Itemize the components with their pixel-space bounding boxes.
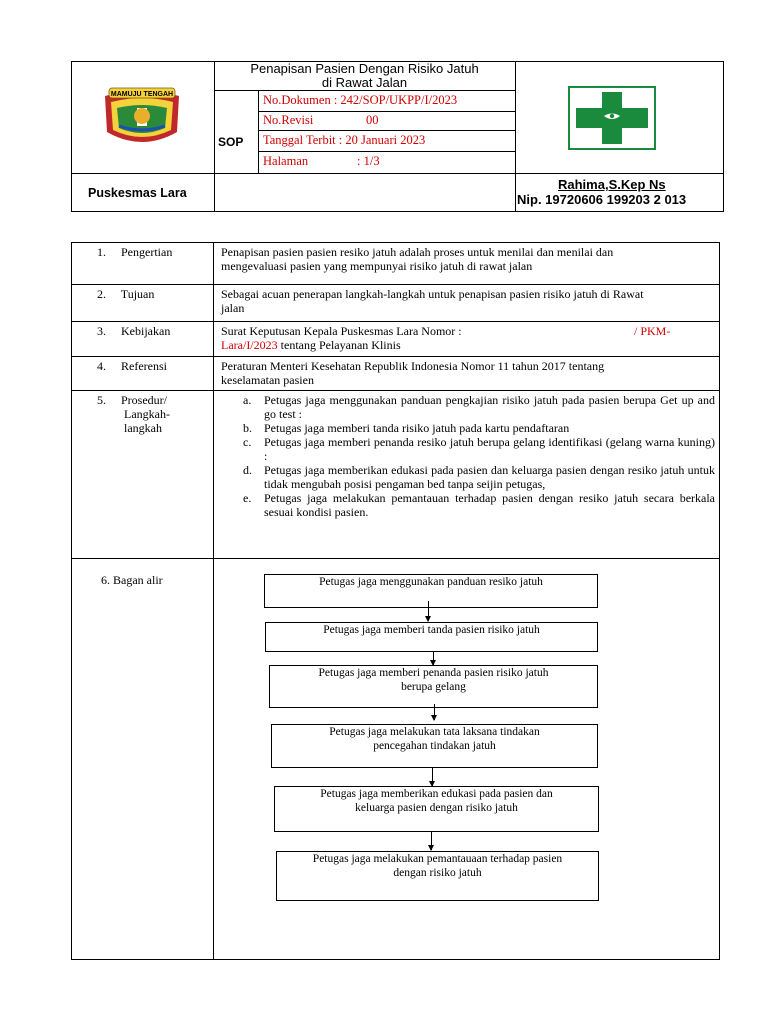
label-bagan-alir: 6. Bagan alir — [101, 573, 163, 587]
procedure-steps — [221, 393, 715, 519]
page-label: Halaman — [263, 154, 309, 168]
logo-text: MAMUJU TENGAH — [110, 91, 174, 98]
text-line: Penapisan pasien pasien resiko jatuh adalah proses untuk menilai dan menilai dan — [221, 245, 614, 259]
text-pengertian — [221, 245, 613, 273]
procedure-step — [221, 435, 715, 463]
flow-text: Petugas jaga memberi tanda pasien risiko jatuh — [323, 624, 540, 636]
flow-step-3 — [269, 665, 598, 708]
step-text: Petugas jaga memberikan edukasi pada pasien dan keluarga pasien dengan resiko jatuh untuk tidak mengubah posisi pengaman bed tanpa seijin petugas, — [264, 463, 715, 491]
institution-name: Puskesmas Lara — [88, 186, 187, 200]
flow-step-2 — [265, 622, 598, 652]
title-line-1: Penapisan Pasien Dengan Risiko Jatuh — [250, 61, 479, 76]
text-referensi — [221, 359, 604, 387]
flow-text: keluarga pasien dengan risiko jatuh — [355, 802, 518, 814]
procedure-step — [221, 463, 715, 491]
label-prosedur: 5. Prosedur/ — [97, 393, 167, 407]
step-text: Petugas jaga menggunakan panduan pengkajian risiko jatuh pada pasien berupa Get up and go test : — [264, 393, 715, 421]
step-text: Petugas jaga memberi tanda risiko jatuh pada kartu pendaftaran — [264, 421, 570, 435]
flow-text: berupa gelang — [401, 681, 466, 693]
flow-text: dengan risiko jatuh — [393, 867, 482, 879]
health-cross-logo — [568, 86, 656, 150]
text-kebijakan-number-cont: Lara/I/2023 — [221, 338, 278, 352]
label-prosedur-3: langkah — [124, 421, 162, 435]
text-line: mengevaluasi pasien yang mempunyai risiko jatuh di rawat jalan — [221, 259, 533, 273]
step-marker: c. — [243, 435, 252, 449]
step-marker: e. — [243, 491, 252, 505]
flow-step-1 — [264, 574, 598, 608]
page-title — [214, 62, 515, 90]
flow-step-6 — [276, 851, 599, 901]
text-line: jalan — [221, 301, 245, 315]
step-text: Petugas jaga memberi penanda resiko jatuh berupa gelang identifikasi (gelang warna kuning) : — [264, 435, 715, 463]
text-kebijakan-line2 — [221, 338, 401, 352]
flow-arrow — [434, 704, 435, 720]
flow-step-4 — [271, 724, 598, 768]
step-marker: d. — [243, 463, 252, 477]
flow-arrow — [428, 601, 429, 621]
title-line-2: di Rawat Jalan — [321, 75, 408, 90]
signer-nip: Nip. 19720606 199203 2 013 — [517, 192, 687, 207]
text-kebijakan-number: / PKM- — [634, 324, 671, 338]
flow-step-5 — [274, 786, 599, 832]
flow-text: Petugas jaga memberi penanda pasien risiko jatuh — [318, 667, 549, 679]
flow-arrow — [432, 768, 433, 786]
signer-name: Rahima,S.Kep Ns — [558, 177, 666, 192]
revision-value: 00 — [366, 113, 379, 127]
label-kebijakan: 3. Kebijakan — [97, 324, 171, 338]
text-kebijakan-a: Surat Keputusan Kepala Puskesmas Lara Nomor : — [221, 324, 462, 338]
issue-date: Tanggal Terbit : 20 Januari 2023 — [263, 133, 426, 147]
text-line: Sebagai acuan penerapan langkah-langkah untuk penapisan pasien risiko jatuh di Rawat — [221, 287, 644, 301]
flow-text: Petugas jaga melakukan pemantauaan terhadap pasien — [312, 853, 563, 865]
procedure-step — [221, 421, 715, 435]
label-pengertian: 1. Pengertian — [97, 245, 173, 259]
regency-logo — [97, 86, 187, 150]
flow-text: Petugas jaga melakukan tata laksana tindakan — [329, 726, 540, 738]
flow-text: Petugas jaga menggunakan panduan resiko jatuh — [319, 576, 543, 588]
revision-label: No.Revisi — [263, 113, 314, 127]
text-line: Peraturan Menteri Kesehatan Republik Indonesia Nomor 11 tahun 2017 tentang — [221, 359, 605, 373]
flow-text: Petugas jaga memberikan edukasi pada pasien dan — [320, 788, 553, 800]
page-number: : 1/3 — [357, 154, 380, 168]
label-prosedur-2: Langkah- — [124, 407, 170, 421]
procedure-step — [221, 491, 715, 519]
label-tujuan: 2. Tujuan — [97, 287, 155, 301]
label-referensi: 4. Referensi — [97, 359, 167, 373]
flow-arrow — [433, 652, 434, 665]
document-number: No.Dokumen : 242/SOP/UKPP/I/2023 — [263, 93, 458, 107]
step-marker: b. — [243, 421, 252, 435]
procedure-step — [221, 393, 715, 421]
step-text: Petugas jaga melakukan pemantauan terhadap pasien dengan resiko jatuh secara berkala sesuai kondisi pasien. — [264, 491, 715, 519]
flow-arrow — [431, 832, 432, 850]
text-kebijakan-b: tentang Pelayanan Klinis — [277, 338, 401, 352]
step-marker: a. — [243, 393, 252, 407]
text-tujuan — [221, 287, 644, 315]
text-line: keselamatan pasien — [221, 373, 314, 387]
sop-label: SOP — [218, 135, 244, 149]
flow-text: pencegahan tindakan jatuh — [373, 740, 496, 752]
